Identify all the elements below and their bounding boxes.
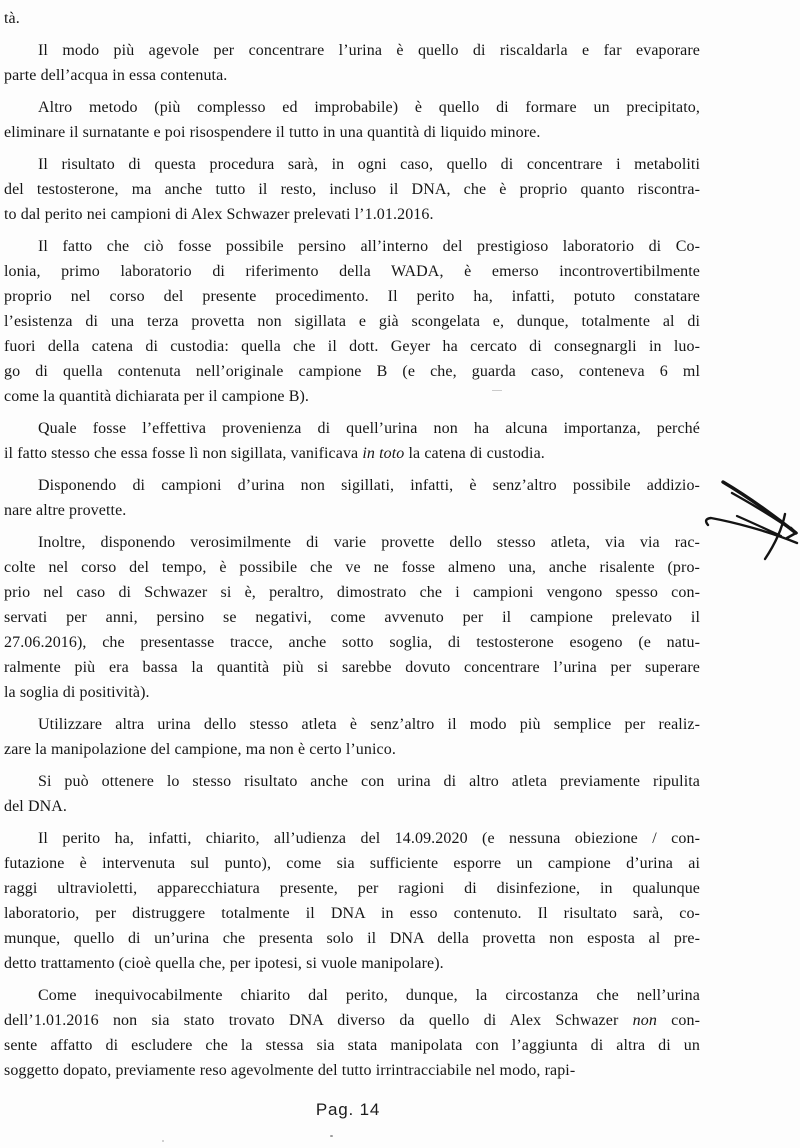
paragraph (4, 769, 700, 819)
scan-speck (162, 1140, 164, 1142)
paragraph (4, 6, 700, 31)
page-number: Pag. 14 (315, 1100, 381, 1119)
paragraph (4, 234, 700, 409)
text-line: sente affatto di escludere che la stessa sia stata manipolata con l’aggiunta di altra di un (4, 1037, 700, 1054)
text-line: laboratorio, per distruggere totalmente il DNA in esso contenuto. Il risultato sarà, co- (4, 905, 700, 922)
paragraph (4, 416, 700, 466)
text-line: del testosterone, ma anche tutto il resto, incluso il DNA, che è proprio quanto riscontra- (4, 181, 700, 198)
text-line: del DNA. (4, 798, 68, 815)
paragraph (4, 826, 700, 976)
text-line: il fatto stesso che essa fosse lì non sigillata, vanificava in toto la catena di custodia. (4, 445, 545, 462)
paragraph (4, 712, 700, 762)
paragraph (4, 473, 700, 523)
text-line: go di quella contenuta nell’originale campione B (e che, guarda caso, conteneva 6 ml (4, 363, 700, 380)
text-line: Quale fosse l’effettiva provenienza di quell’urina non ha alcuna importanza, perché (38, 420, 700, 437)
text-line: nare altre provette. (4, 502, 127, 519)
scan-speck (330, 1135, 333, 1137)
text-line: parte dell’acqua in essa contenuta. (4, 67, 228, 84)
text-line: 27.06.2016), che presentasse tracce, anche sotto soglia, di testosterone esogeno (e natu- (4, 634, 700, 651)
text-line: Il perito ha, infatti, chiarito, all’udienza del 14.09.2020 (e nessuna obiezione / con- (38, 830, 700, 847)
text-line: Altro metodo (più complesso ed improbabile) è quello di formare un precipitato, (38, 99, 700, 116)
text-line: Come inequivocabilmente chiarito dal perito, dunque, la circostanza che nell’urina (38, 987, 700, 1004)
text-line: soggetto dopato, previamente reso agevolmente del tutto irrintracciabile nel modo, rapi- (4, 1062, 576, 1079)
text-line: to dal perito nei campioni di Alex Schwazer prelevati l’1.01.2016. (4, 206, 434, 223)
text-line: l’esistenza di una terza provetta non sigillata e già scongelata e, dunque, totalmente al di (4, 313, 700, 330)
text-line: raggi ultravioletti, apparecchiatura presente, per ragioni di disinfezione, in qualunque (4, 880, 700, 897)
text-line: detto trattamento (cioè quella che, per ipotesi, si vuole manipolare). (4, 955, 444, 972)
paragraph (4, 530, 700, 705)
text-line: tà. (4, 10, 20, 27)
paragraph (4, 152, 700, 227)
text-line: fuori della catena di custodia: quella che il dott. Geyer ha cercato di consegnargli in luo- (4, 338, 700, 355)
text-line: ralmente più era bassa la quantità più si sarebbe dovuto concentrare l’urina per superare (4, 659, 700, 676)
text-line: futazione è intervenuta sul punto), come sia sufficiente esporre un campione d’urina ai (4, 855, 700, 872)
text-line: Disponendo di campioni d’urina non sigillati, infatti, è senz’altro possibile addizio- (38, 477, 700, 494)
text-line: munque, quello di un’urina che presenta solo il DNA della provetta non esposta al pre- (4, 930, 700, 947)
text-line: Il fatto che ciò fosse possibile persino all’interno del prestigioso laboratorio di Co- (38, 238, 700, 255)
text-line: colte nel corso del tempo, è possibile che ve ne fosse almeno una, anche risalente (pro- (4, 559, 700, 576)
document-text (4, 6, 700, 1083)
paragraph (4, 38, 700, 88)
text-line: proprio nel corso del presente procedimento. Il perito ha, infatti, potuto constatare (4, 288, 700, 305)
text-line: zare la manipolazione del campione, ma non è certo l’unico. (4, 741, 396, 758)
text-line: dell’1.01.2016 non sia stato trovato DNA diverso da quello di Alex Schwazer non con- (4, 1012, 700, 1029)
text-line: servati per anni, persino se negativi, come avvenuto per il campione prelevato il (4, 609, 700, 626)
text-line: lonia, primo laboratorio di riferimento della WADA, è emerso incontrovertibilmente (4, 263, 700, 280)
text-line: Utilizzare altra urina dello stesso atleta è senz’altro il modo più semplice per realiz- (38, 716, 700, 733)
pen-scribble-icon (695, 472, 800, 572)
text-line: la soglia di positività). (4, 684, 150, 701)
text-line: Il modo più agevole per concentrare l’urina è quello di riscaldarla e far evaporare (38, 42, 700, 59)
text-line: Il risultato di questa procedura sarà, in ogni caso, quello di concentrare i metaboliti (38, 156, 700, 173)
paragraph (4, 95, 700, 145)
paragraph (4, 983, 700, 1083)
text-line: eliminare il surnatante e poi risospendere il tutto in una quantità di liquido minore. (4, 124, 541, 141)
text-line: come la quantità dichiarata per il campione B). (4, 388, 310, 405)
scan-speck (492, 390, 502, 391)
text-line: Inoltre, disponendo verosimilmente di varie provette dello stesso atleta, via via rac- (38, 534, 700, 551)
text-line: Si può ottenere lo stesso risultato anche con urina di altro atleta previamente ripulita (38, 773, 700, 790)
text-line: prio nel caso di Schwazer si è, peraltro, dimostrato che i campioni vengono spesso con- (4, 584, 700, 601)
